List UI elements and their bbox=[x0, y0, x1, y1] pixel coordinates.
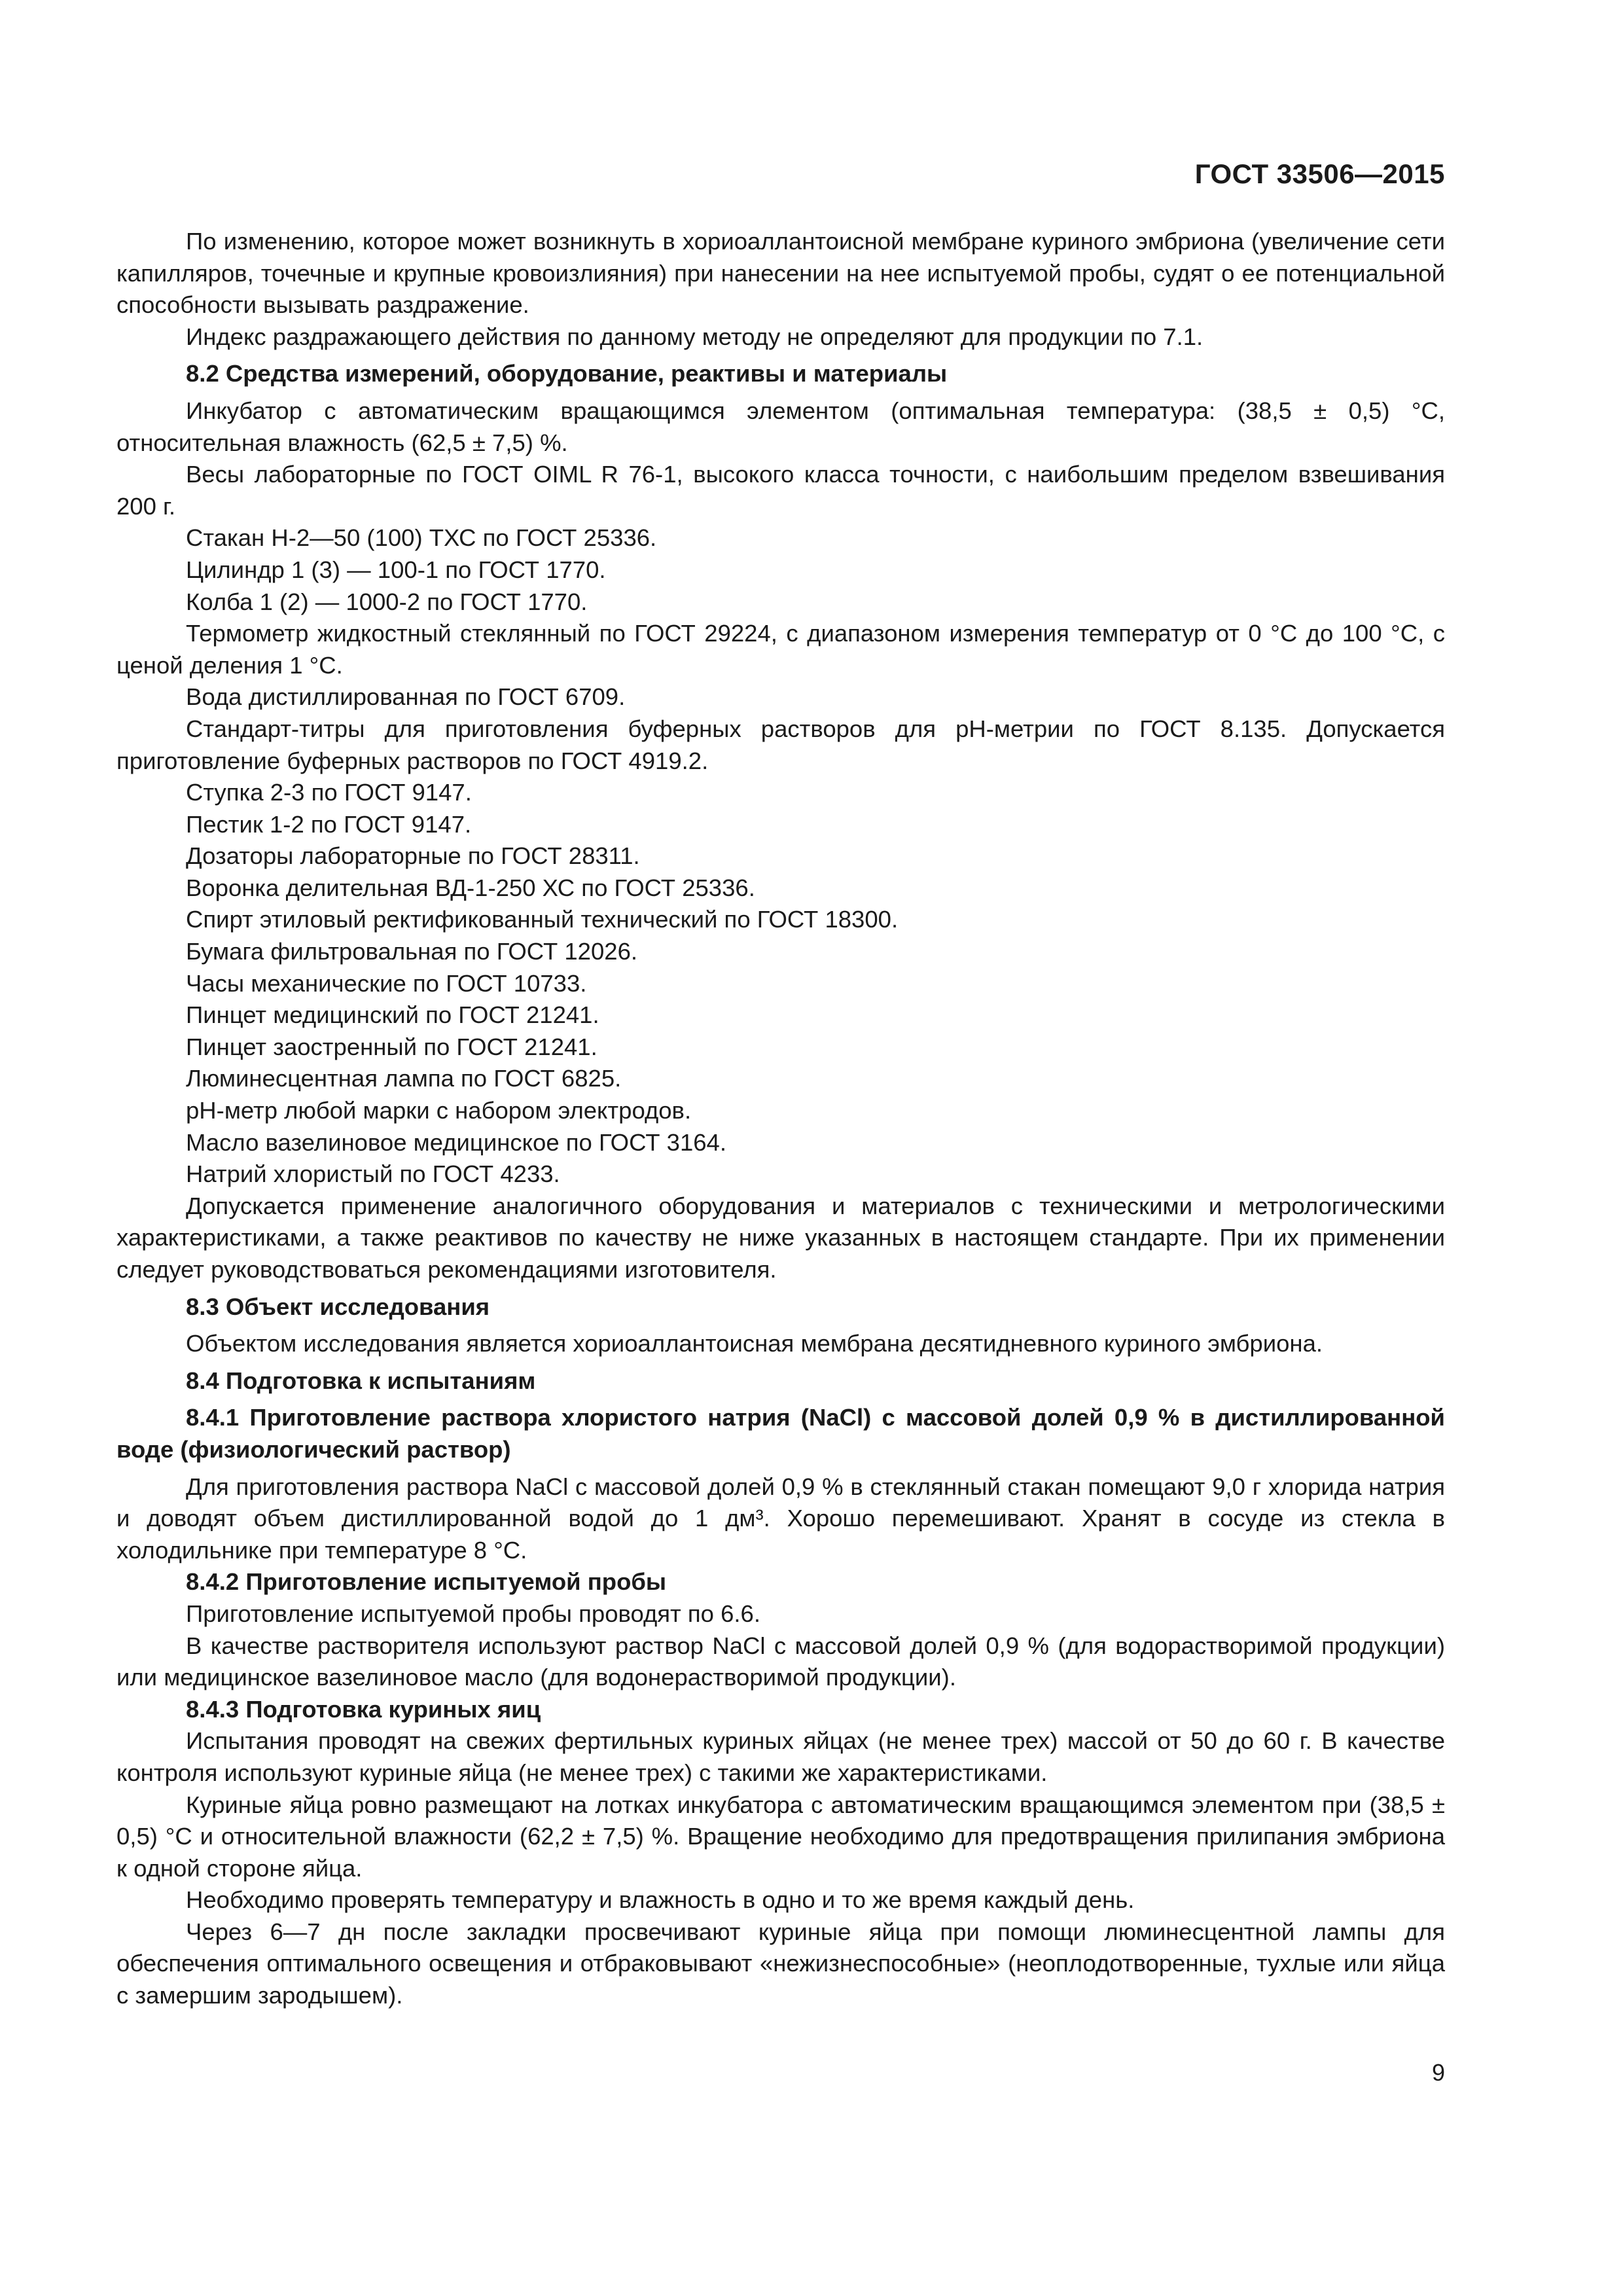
subsection-heading: 8.4.1 Приготовление раствора хлористого натрия (NaCl) с массовой долей 0,9 % в дистиллированной воде (физиологический раствор) bbox=[116, 1404, 1445, 1463]
paragraph: В качестве растворителя используют раствор NaCl с массовой долей 0,9 % (для водорастворимой продукции) или медицинское вазелиновое масло (для водонерастворимой продукции). bbox=[116, 1632, 1445, 1691]
page-number: 9 bbox=[1431, 2059, 1445, 2086]
section-heading: 8.3 Объект исследования bbox=[186, 1293, 490, 1320]
paragraph: Необходимо проверять температуру и влажность в одно и то же время каждый день. bbox=[186, 1886, 1135, 1914]
paragraph: Через 6—7 дн после закладки просвечивают куриные яйца при помощи люминесцентной лампы для обеспечения оптимального освещения и отбраковывают «нежизнеспособные» (неоплодотворенные, тухлые или яйца с замершим зародышем). bbox=[116, 1918, 1445, 2009]
list-item: Люминесцентная лампа по ГОСТ 6825. bbox=[186, 1065, 622, 1092]
list-item: Стакан Н-2—50 (100) ТХС по ГОСТ 25336. bbox=[186, 524, 657, 552]
paragraph: По изменению, которое может возникнуть в хориоаллантоисной мембране куриного эмбриона (увеличение сети капилляров, точечные и крупные кровоизлияния) при нанесении на нее испытуемой пробы, судят о ее потенциальной способности вызывать раздражение. bbox=[116, 228, 1445, 319]
list-item: Пестик 1-2 по ГОСТ 9147. bbox=[186, 810, 472, 838]
list-item: Колба 1 (2) — 1000-2 по ГОСТ 1770. bbox=[186, 588, 588, 615]
list-item: Бумага фильтровальная по ГОСТ 12026. bbox=[186, 938, 638, 965]
list-item: Пинцет заостренный по ГОСТ 21241. bbox=[186, 1033, 597, 1060]
paragraph: Испытания проводят на свежих фертильных куриных яйцах (не менее трех) массой от 50 до 60 г. В качестве контроля используют куриные яйца (не менее трех) с такими же характеристиками. bbox=[116, 1727, 1445, 1786]
document-page bbox=[116, 0, 1445, 2296]
paragraph: Инкубатор с автоматическим вращающимся элементом (оптимальная температура: (38,5 ± 0,5) °С, относительная влажность (62,5 ± 7,5) %. bbox=[116, 397, 1445, 456]
section-heading: 8.2 Средства измерений, оборудование, реактивы и материалы bbox=[186, 360, 948, 387]
list-item: рН-метр любой марки с набором электродов. bbox=[186, 1097, 692, 1124]
list-item: Цилиндр 1 (3) — 100-1 по ГОСТ 1770. bbox=[186, 556, 606, 583]
list-item: Масло вазелиновое медицинское по ГОСТ 3164. bbox=[186, 1128, 726, 1156]
list-item: Пинцет медицинский по ГОСТ 21241. bbox=[186, 1001, 599, 1029]
list-item: Спирт этиловый ректификованный технический по ГОСТ 18300. bbox=[186, 906, 899, 933]
list-item: Воронка делительная ВД-1-250 ХС по ГОСТ 25336. bbox=[186, 874, 755, 901]
list-item: Натрий хлористый по ГОСТ 4233. bbox=[186, 1160, 560, 1188]
paragraph: Куриные яйца ровно размещают на лотках инкубатора с автоматическим вращающимся элементом при (38,5 ± 0,5) °С и относительной влажности (62,2 ± 7,5) %. Вращение необходимо для предотвращения прилипания эмбриона к одной стороне яйца. bbox=[116, 1791, 1445, 1882]
paragraph: Объектом исследования является хориоаллантоисная мембрана десятидневного куриного эмбриона. bbox=[186, 1330, 1323, 1357]
paragraph: Для приготовления раствора NaCl с массовой долей 0,9 % в стеклянный стакан помещают 9,0 г хлорида натрия и доводят объем дистиллированной водой до 1 дм³. Хорошо перемешивают. Хранят в сосуде из стекла в холодильнике при температуре 8 °С. bbox=[116, 1473, 1445, 1564]
paragraph: Термометр жидкостный стеклянный по ГОСТ 29224, с диапазоном измерения температур от 0 °С до 100 °С, с ценой деления 1 °С. bbox=[116, 620, 1445, 679]
list-item: Ступка 2-3 по ГОСТ 9147. bbox=[186, 779, 472, 806]
list-item: Дозаторы лабораторные по ГОСТ 28311. bbox=[186, 842, 640, 870]
paragraph: Приготовление испытуемой пробы проводят по 6.6. bbox=[186, 1600, 760, 1627]
section-heading: 8.4 Подготовка к испытаниям bbox=[186, 1367, 536, 1394]
document-header-id: ГОСТ 33506—2015 bbox=[1194, 158, 1445, 189]
list-item: Вода дистиллированная по ГОСТ 6709. bbox=[186, 683, 626, 711]
document-body bbox=[116, 226, 1445, 2012]
subsection-heading: 8.4.3 Подготовка куриных яиц bbox=[186, 1695, 541, 1723]
paragraph: Допускается применение аналогичного оборудования и материалов с техническими и метрологическими характеристиками, а также реактивов по качеству не ниже указанных в настоящем стандарте. При их применении следует руководствоваться рекомендациями изготовителя. bbox=[116, 1192, 1445, 1283]
paragraph: Стандарт-титры для приготовления буферных растворов для рН-метрии по ГОСТ 8.135. Допускается приготовление буферных растворов по ГОСТ 4919.2. bbox=[116, 715, 1445, 774]
subsection-heading: 8.4.2 Приготовление испытуемой пробы bbox=[186, 1568, 667, 1596]
paragraph: Индекс раздражающего действия по данному методу не определяют для продукции по 7.1. bbox=[186, 323, 1204, 350]
paragraph: Весы лабораторные по ГОСТ OIML R 76-1, высокого класса точности, с наибольшим пределом взвешивания 200 г. bbox=[116, 461, 1445, 520]
list-item: Часы механические по ГОСТ 10733. bbox=[186, 969, 587, 997]
